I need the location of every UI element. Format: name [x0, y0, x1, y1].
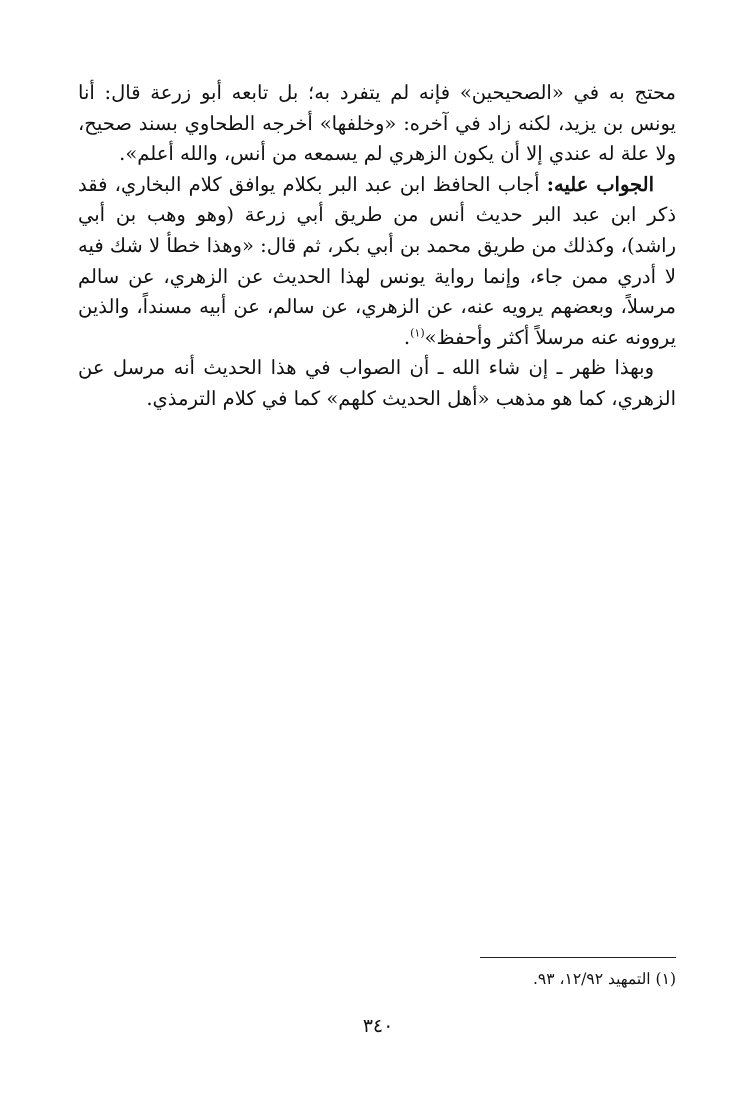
paragraph-3 [78, 353, 676, 414]
main-text-block [78, 78, 676, 415]
paragraph-2-text: أجاب الحافظ ابن عبد البر بكلام يوافق كلام البخاري، فقد ذكر ابن عبد البر حديث أنس من طريق أبي زرعة (وهو وهب بن أبي راشد)، وكذلك من طريق محمد بن أبي بكر، ثم قال: «وهذا خطأ لا شك فيه لا أدري ممن جاء، وإنما رواية يونس لهذا الحديث عن الزهري، عن سالم مرسلاً، وبعضهم يرويه عنه، عن الزهري، عن سالم، عن أبيه مسنداً، والذين يروونه عنه مرسلاً أكثر وأحفظ» [78, 172, 676, 349]
page-number: ٣٤٠ [362, 1015, 394, 1037]
paragraph-2 [78, 170, 676, 354]
paragraph-2-tail: . [403, 325, 411, 349]
answer-heading: الجواب عليه: [546, 172, 654, 196]
footnote-text: التمهيد ١٢/٩٢، ٩٣. [532, 970, 651, 988]
footnote-marker: (١) [655, 970, 676, 988]
footnote [300, 968, 676, 990]
footnote-separator [480, 957, 676, 958]
paragraph-1-text: محتج به في «الصحيحين» فإنه لم يتفرد به؛ بل تابعه أبو زرعة قال: أنا يونس بن يزيد، لكنه زاد في آخره: «وخلفها» أخرجه الطحاوي بسند صحيح، ولا علة له عندي إلا أن يكون الزهري لم يسمعه من أنس، والله أعلم». [78, 81, 676, 166]
paragraph-3-text: وبهذا ظهر ـ إن شاء الله ـ أن الصواب في هذا الحديث أنه مرسل عن الزهري، كما هو مذهب «أهل الحديث كلهم» كما في كلام الترمذي. [78, 356, 676, 410]
footnote-reference: (١) [410, 326, 425, 340]
paragraph-1 [78, 78, 676, 170]
